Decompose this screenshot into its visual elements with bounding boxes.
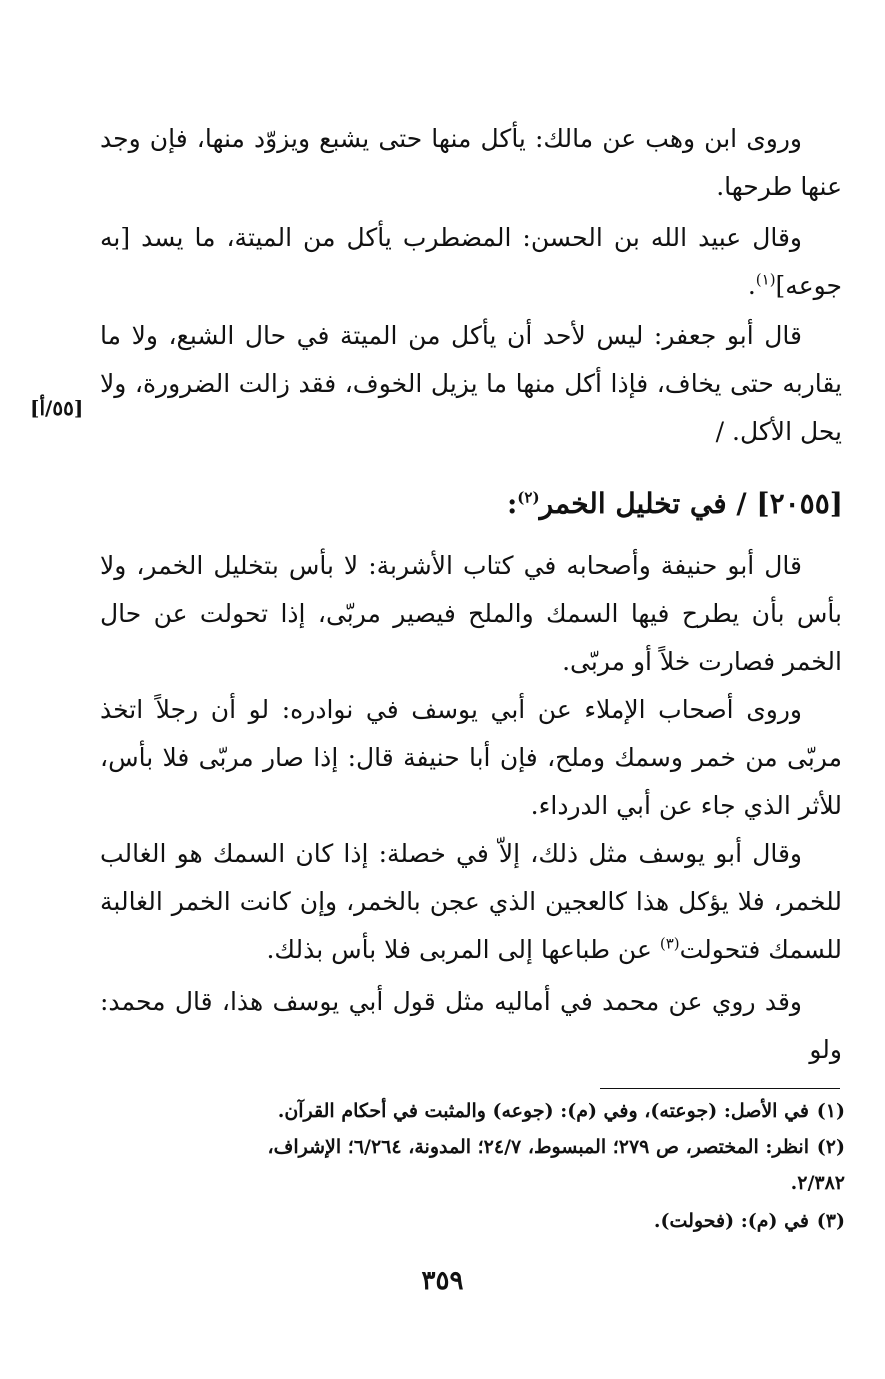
footnote-2-text: انظر: المختصر، ص ٢٧٩؛ المبسوط، ٢٤/٧؛ المدونة، ٦/٢٦٤؛ الإشراف،	[267, 1136, 809, 1158]
footnote-3-number: (٣)	[816, 1210, 845, 1232]
paragraph-6-text-a: وقال أبو يوسف مثل ذلك، إلاّ في خصلة: إذا كان السمك هو الغالب للخمر، فلا يؤكل هذا كالعجين الذي عجن بالخمر، وإن كانت الخمر الغالبة للسمك فتحولت	[100, 839, 842, 964]
paragraph-2-text: وقال عبيد الله بن الحسن: المضطرب يأكل من الميتة، ما يسد [به جوعه]	[100, 223, 842, 300]
paragraph-1: وروى ابن وهب عن مالك: يأكل منها حتى يشبع ويزوّد منها، فإن وجد عنها طرحها.	[100, 124, 842, 201]
footnote-1-number: (١)	[816, 1100, 845, 1122]
paragraph-5: وروى أصحاب الإملاء عن أبي يوسف في نوادره: لو أن رجلاً اتخذ مربّى من خمر وسمك وملح، فإن أبا حنيفة قال: إذا صار مربّى فلا بأس، للأثر الذي جاء عن أبي الدرداء.	[100, 695, 842, 820]
footnote-3	[95, 1204, 845, 1238]
paragraph-7: وقد روي عن محمد في أماليه مثل قول أبي يوسف هذا، قال محمد: ولو	[100, 987, 842, 1064]
footnote-1-text: في الأصل: (جوعته)، وفي (م): (جوعه) والمثبت في أحكام القرآن.	[277, 1100, 809, 1122]
footnote-2-number: (٢)	[816, 1136, 845, 1158]
paragraph-3: قال أبو جعفر: ليس لأحد أن يأكل من الميتة في حال الشبع، ولا ما يقاربه حتى يخاف، فإذا أكل منها ما يزيل الخوف، فقد زالت الضرورة، ولا يحل الأكل. /	[100, 321, 842, 446]
paragraph-6	[100, 830, 842, 974]
paragraph-6-text-b: عن طباعها إلى المربى فلا بأس بذلك.	[266, 935, 660, 964]
footnote-ref-2: (٢)	[517, 488, 540, 507]
footnote-2-continuation: ٢/٣٨٢.	[790, 1172, 845, 1194]
section-heading-text: [٢٠٥٥] / في تخليل الخمر	[539, 487, 843, 520]
marginal-folio-note: [٥٥/أ]	[30, 396, 84, 420]
footnote-separator	[600, 1088, 840, 1089]
paragraph-2-end: .	[747, 271, 756, 300]
paragraph-4: قال أبو حنيفة وأصحابه في كتاب الأشربة: لا بأس بتخليل الخمر، ولا بأس بأن يطرح فيها السمك والملح فيصير مربّى، إذا تحولت عن حال الخمر فصارت خلاً أو مربّى.	[100, 551, 842, 676]
footnote-2	[95, 1130, 845, 1164]
footnote-1	[95, 1094, 845, 1128]
section-heading	[101, 482, 843, 526]
page-number: ٣٥٩	[421, 1266, 464, 1296]
footnote-3-text: في (م): (فحولت).	[653, 1210, 809, 1232]
footnote-ref-1: (١)	[755, 270, 776, 289]
section-heading-end: :	[506, 487, 518, 520]
footnote-ref-3: (٣)	[659, 934, 680, 953]
paragraph-2	[100, 214, 842, 310]
